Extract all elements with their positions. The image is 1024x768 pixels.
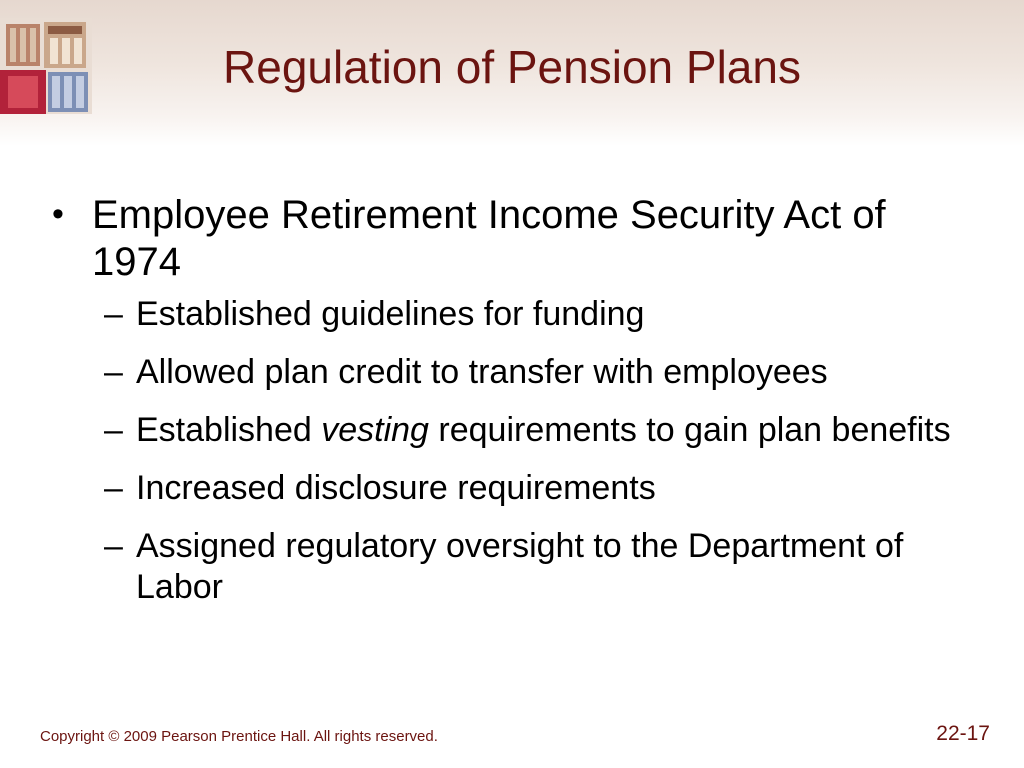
list-item [104,352,982,393]
sub-bullet-text-post: requirements to gain plan benefits [428,411,951,449]
list-item [104,294,982,335]
list-item [104,526,982,608]
vesting-emphasis: vesting [321,411,429,449]
bullet-icon: • [52,195,64,233]
sub-bullet-text: Increased disclosure requirements [136,469,656,507]
bullet-text: Employee Retirement Income Security Act of 1974 [92,193,886,284]
list-item [104,410,982,451]
sub-bullet-text-pre: Established [136,411,322,449]
dash-icon: – [104,295,123,333]
sub-bullet-text: Established guidelines for funding [136,295,645,333]
dash-icon: – [104,353,123,391]
list-item [104,468,982,509]
slide-title: Regulation of Pension Plans [223,41,801,93]
dash-icon: – [104,411,123,449]
list-item [52,192,982,286]
dash-icon: – [104,527,123,565]
copyright-notice: Copyright © 2009 Pearson Prentice Hall. All rights reserved. [40,728,438,745]
bullet-list [52,192,982,625]
page-number: 22-17 [936,722,990,745]
sub-bullet-list [52,294,982,608]
sub-bullet-text: Assigned regulatory oversight to the Department of Labor [136,527,904,606]
dash-icon: – [104,469,123,507]
sub-bullet-text: Allowed plan credit to transfer with employees [136,353,828,391]
